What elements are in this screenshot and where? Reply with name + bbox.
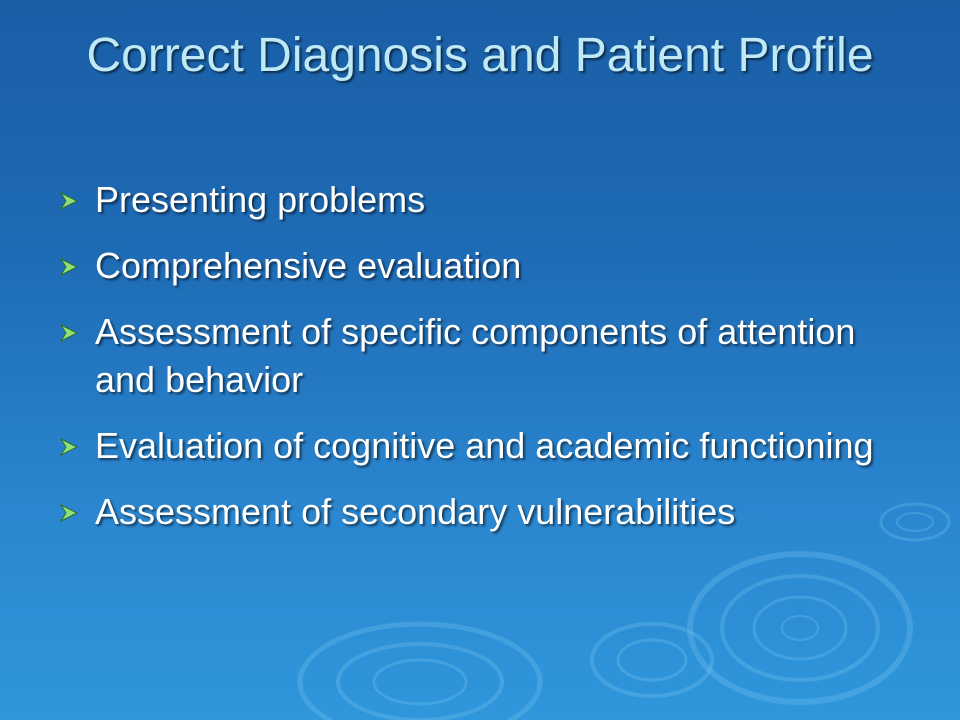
bullet-text: Comprehensive evaluation (95, 245, 522, 286)
bullet-text: Assessment of specific components of attention and behavior (95, 311, 856, 400)
bullet-item (58, 308, 898, 404)
bullet-text: Presenting problems (95, 179, 426, 220)
arrow-bullet-icon (58, 190, 80, 212)
arrow-bullet-icon (58, 436, 80, 458)
bullet-text: Assessment of secondary vulnerabilities (95, 491, 736, 532)
arrow-bullet-icon (58, 322, 80, 344)
bullet-item (58, 176, 898, 224)
arrow-bullet-icon (58, 502, 80, 524)
bullet-text: Evaluation of cognitive and academic functioning (95, 425, 874, 466)
slide-title: Correct Diagnosis and Patient Profile (86, 29, 874, 82)
bullet-list (58, 176, 898, 554)
bullet-item (58, 242, 898, 290)
arrow-bullet-icon (58, 256, 80, 278)
bullet-item (58, 488, 898, 536)
bullet-item (58, 422, 898, 470)
